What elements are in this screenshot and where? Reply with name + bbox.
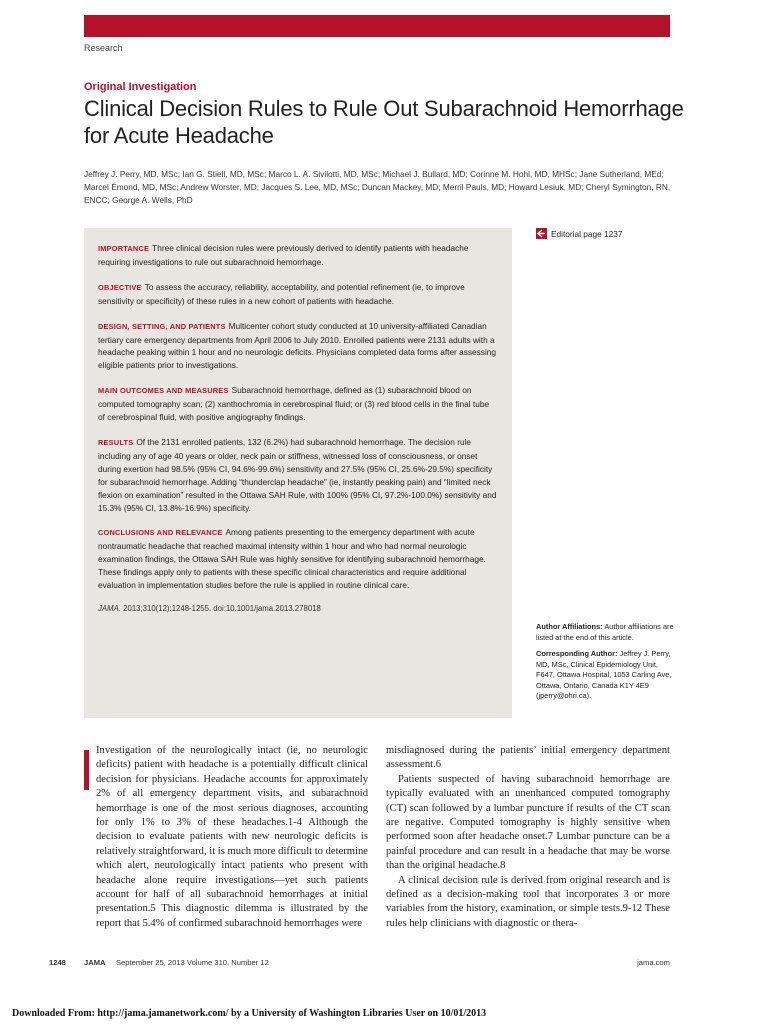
abstract-box [84, 228, 512, 718]
author-info-sidebar [536, 622, 674, 708]
corresponding-author: Corresponding Author: Jeffrey J. Perry, MD, MSc, Clinical Epidemiology Unit, F647, Ottawa Hospital, 1053 Carling Ave, Ottawa, Ontario, Canada K1Y 4E9 (jperry@ohri.ca). [536, 649, 672, 700]
journal-site[interactable]: jama.com [637, 958, 670, 967]
abstract-results: RESULTS Of the 2131 enrolled patients, 132 (6.2%) had subarachnoid hemorrhage. The decision rule including any of age 40 years or older, neck pain or stiffness, witnessed loss of consciousness, or onset during exertion had 98.5% (95% CI, 94.6%-99.6%) sensitivity and 27.5% (95% CI, 25.6%-29.5%) specificity for subarachnoid hemorrhage. Adding “thunderclap headache” (ie, instantly peaking pain) and “limited neck flexion on examination” resulted in the Ottawa SAH Rule, with 100% (95% CI, 97.2%-100.0%) sensitivity and 15.3% (95% CI, 13.8%-16.9%) specificity. [98, 436, 497, 513]
section-label: Research [84, 43, 123, 53]
article-title: Clinical Decision Rules to Rule Out Subarachnoid Hemorrhage for Acute Headache [84, 96, 684, 148]
abstract-objective: OBJECTIVE To assess the accuracy, reliability, acceptability, and potential refinement (ie, to improve sensitivity or specificity) of these rules in a new cohort of patients with headache. [98, 281, 465, 306]
author-list: Jeffrey J. Perry, MD, MSc; Ian G. Stiell, MD, MSc; Marco L. A. Sivilotti, MD, MSc; Michael J. Bullard, MD; Corinne M. Hohl, MD, MHSc; Jane Sutherland, MEd; Marcel Émond, MD, MSc; Andrew Worster, MD; Jacques S. Lee, MD, MSc; Duncan Mackey, MD; Merril Pauls, MD; Howard Lesiuk, MD; Cheryl Symington, RN, ENCC; George A. Wells, PhD [84, 169, 671, 205]
arrow-left-icon [536, 228, 547, 239]
abstract-conclusions: CONCLUSIONS AND RELEVANCE Among patients presenting to the emergency department with acute nontraumatic headache that reached maximal intensity within 1 hour and who had normal neurologic examination findings, the Ottawa SAH Rule was highly sensitive for identifying subarachnoid hemorrhage. These findings apply only to patients with these specific clinical characteristics and require additional evaluation in implementation studies before the rule is applied in routine clinical care. [98, 527, 486, 591]
body-column-right [386, 744, 670, 931]
body-paragraph: A clinical decision rule is derived from original research and is defined as a decision-making tool that incorporates 3 or more variables from the history, examination, or simple tests.9-12 These rules help clinicians with diagnostic or thera- [386, 874, 670, 929]
journal-header-bar [84, 15, 670, 37]
download-notice: Downloaded From: http://jama.jamanetwork.com/ by a University of Washington Libraries User on 10/01/2013 [12, 1008, 487, 1019]
journal-name: JAMA [84, 958, 106, 967]
abstract-design: DESIGN, SETTING, AND PATIENTS Multicenter cohort study conducted at 10 university-affiliated Canadian tertiary care emergency departments from April 2006 to July 2010. Enrolled patients were 2131 adults with a headache peaking within 1 hour and no neurologic deficits. Physicians completed data forms after assessing eligible patients prior to investigations. [98, 320, 497, 371]
abstract-importance: IMPORTANCE Three clinical decision rules were previously derived to identify patients with headache requiring investigations to rule out subarachnoid hemorrhage. [98, 243, 469, 267]
body-paragraph: misdiagnosed during the patients’ initial emergency department assessment.6 [386, 745, 670, 771]
page-number: 1248 [49, 958, 66, 967]
author-affiliations: Author Affiliations: Author affiliations are listed at the end of this article. [536, 622, 674, 642]
body-column-left [84, 744, 368, 931]
article-type: Original Investigation [84, 81, 197, 93]
issue-info: September 25, 2013 Volume 310, Number 12 [116, 958, 269, 967]
editorial-link[interactable] [536, 228, 623, 239]
citation: JAMA. 2013;310(12):1248-1255. doi:10.1001/jama.2013.278018 [98, 603, 321, 613]
body-paragraph: Investigation of the neurologically intact (ie, no neurologic deficits) patient with headache is a potentially difficult clinical decision for physicians. Headache accounts for approximately 2% of all emergency department visits, and subarachnoid hemorrhage is one of the most serious diagnoses, accounting for only 1% to 3% of these headaches.1-4 Although the decision to evaluate patients with new neurologic deficits is relatively straightforward, it is much more difficult to determine which alert, neurologically intact patients who present with headache alone require investigations—yet such patients account for half of all subarachnoid hemorrhages at initial presentation.5 This diagnostic dilemma is illustrated by the report that 5.4% of confirmed subarachnoid hemorrhages were [96, 745, 368, 929]
abstract-outcomes: MAIN OUTCOMES AND MEASURES Subarachnoid hemorrhage, defined as (1) subarachnoid blood on computed tomography scan; (2) xanthochromia in cerebrospinal fluid; or (3) red blood cells in the final tube of cerebrospinal fluid, with positive angiography findings. [98, 385, 490, 423]
body-paragraph: Patients suspected of having subarachnoid hemorrhage are typically evaluated with an unenhanced computed tomography (CT) scan followed by a lumbar puncture if results of the CT scan are negative. Computed tomography is highly sensitive when performed soon after headache onset.7 Lumbar puncture can be a painful procedure and can result in a headache that may be worse than the original headache.8 [386, 773, 670, 872]
editorial-label: Editorial page 1237 [551, 228, 623, 239]
